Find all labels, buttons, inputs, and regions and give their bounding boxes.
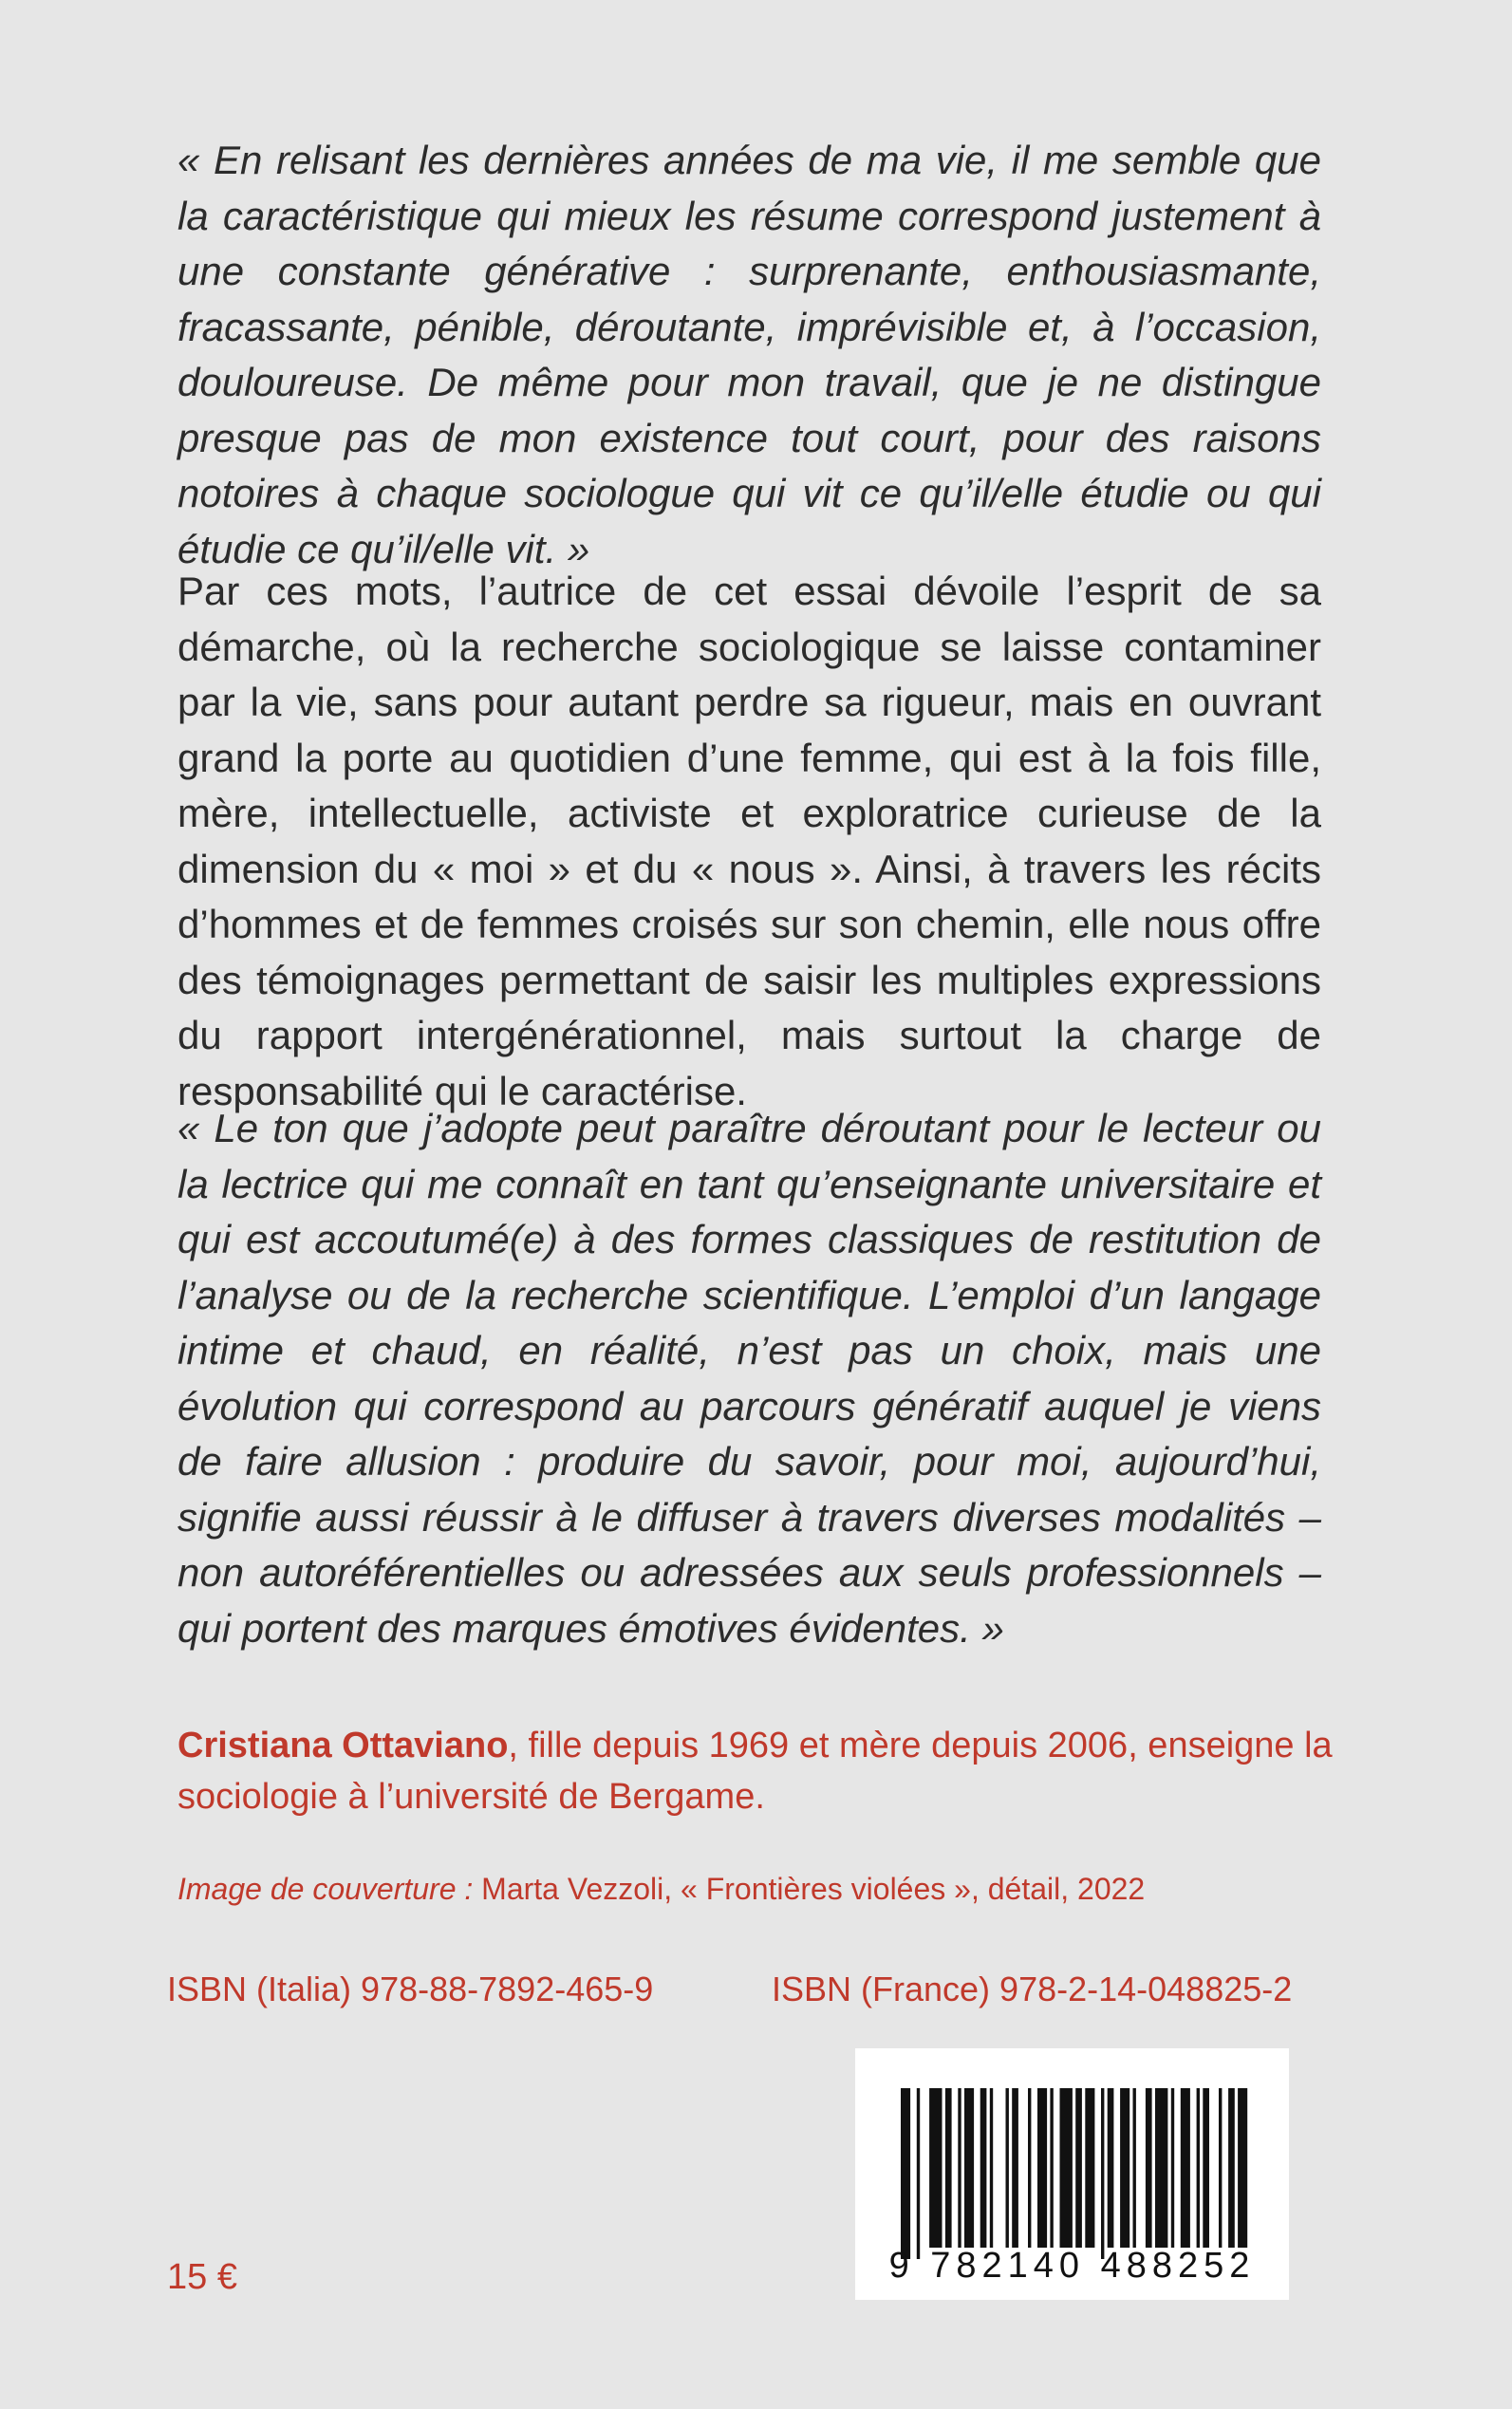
barcode-bar xyxy=(1101,2088,1104,2259)
barcode-bar xyxy=(1037,2088,1047,2248)
barcode-bar xyxy=(980,2088,987,2248)
isbn-italia: ISBN (Italia) 978-88-7892-465-9 xyxy=(167,1970,654,2008)
isbn-france: ISBN (France) 978-2-14-048825-2 xyxy=(772,1970,1293,2008)
barcode-bar xyxy=(1133,2088,1136,2248)
barcode-bar xyxy=(1203,2088,1209,2248)
barcode-bar xyxy=(1028,2088,1031,2248)
opening-quote: « En relisant les dernières années de ma vie, il me semble que la caractéristique qui mieux les résume correspond justement à une constante générative : surprenante, enthousiasmante, fracassante, pénible, déroutante, imprévisible et, à l’occasion, douloureuse. De même pour mon travail, que je ne distingue presque pas de mon existence tout court, pour des raisons notoires à chaque sociologue qui vit ce qu’il/elle étudie ou qui étudie ce qu’il/elle vit. » xyxy=(177,138,1321,571)
barcode-bar xyxy=(1146,2088,1152,2248)
description-paragraph: Par ces mots, l’autrice de cet essai dévoile l’esprit de sa démarche, où la recherche sociologique se laisse contaminer par la vie, sans pour autant perdre sa rigueur, mais en ouvrant grand la porte au quotidien d’une femme, qui est à la fois fille, mère, intellectuelle, activiste et exploratrice curieuse de la dimension du « moi » et du « nous ». Ainsi, à travers les récits d’hommes et de femmes croisés sur son chemin, elle nous offre des témoignages permettant de saisir les multiples expressions du rapport intergénérationnel, mais surtout la charge de responsabilité qui le caractérise. xyxy=(177,569,1321,1113)
barcode-bar xyxy=(1171,2088,1174,2248)
cover-image-credit xyxy=(177,1868,1145,1910)
closing-quote: « Le ton que j’adopte peut paraître déroutant pour le lecteur ou la lectrice qui me connaît en tant qu’enseignante universitaire et qui est accoutumé(e) à des formes classiques de restitution de l’analyse ou de la recherche scientifique. L’emploi d’un langage intime et chaud, en réalité, n’est pas un choix, mais une évolution qui correspond au parcours génératif auquel je viens de faire allusion : produire du savoir, pour moi, aujourd’hui, signifie aussi réussir à le diffuser à travers diverses modalités – non autoréférentielles ou adressées aux seuls professionnels – qui portent des marques émotives évidentes. » xyxy=(177,1106,1321,1651)
barcode-bar xyxy=(1228,2088,1235,2248)
cover-credit-label: Image de couverture : xyxy=(177,1872,474,1906)
author-bio xyxy=(177,1720,1373,1822)
barcode-bar xyxy=(1060,2088,1073,2248)
author-bio-text: , fille depuis 1969 et mère depuis 2006, enseigne la sociologie à l’université de Bergame. xyxy=(177,1726,1333,1817)
barcode xyxy=(855,2048,1289,2300)
barcode-bar xyxy=(1181,2088,1190,2248)
barcode-bar xyxy=(1050,2088,1053,2248)
barcode-bar xyxy=(990,2088,993,2248)
barcode-bar xyxy=(1085,2088,1094,2248)
barcode-bar xyxy=(1075,2088,1082,2248)
barcode-bar xyxy=(945,2088,952,2248)
cover-credit-text: Marta Vezzoli, « Frontières violées », détail, 2022 xyxy=(473,1872,1146,1906)
price: 15 € xyxy=(167,2257,237,2297)
barcode-bar xyxy=(1012,2088,1018,2248)
barcode-bar xyxy=(1197,2088,1200,2248)
barcode-bar xyxy=(1219,2088,1222,2248)
barcode-bar xyxy=(1108,2088,1114,2248)
barcode-bar xyxy=(1155,2088,1167,2248)
barcode-bar xyxy=(917,2088,920,2259)
barcode-bar xyxy=(964,2088,974,2248)
barcode-number: 9 782140 488252 xyxy=(888,2246,1256,2286)
barcode-bar xyxy=(1006,2088,1009,2248)
barcode-bar xyxy=(958,2088,961,2248)
author-name: Cristiana Ottaviano xyxy=(177,1726,509,1765)
barcode-bar xyxy=(1238,2088,1247,2248)
barcode-bar xyxy=(929,2088,942,2248)
barcode-bar xyxy=(901,2088,910,2259)
barcode-bar xyxy=(1120,2088,1129,2248)
